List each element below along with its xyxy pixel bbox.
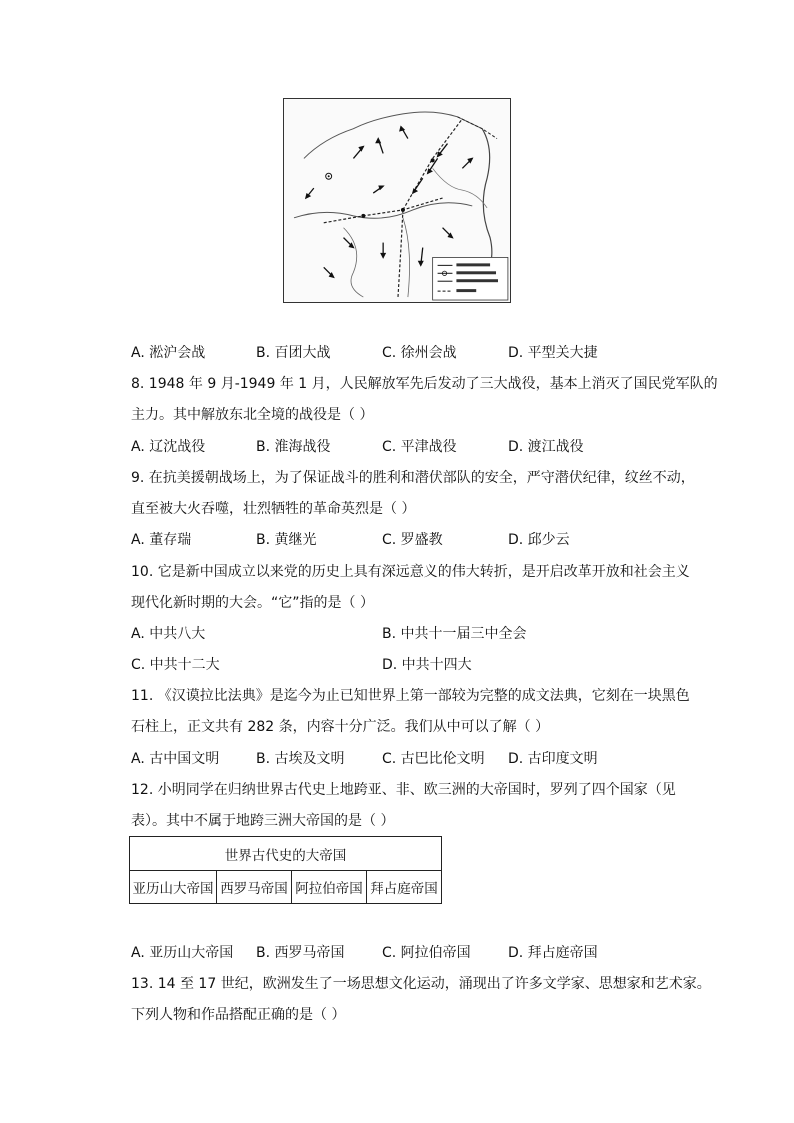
table-header-row <box>130 837 442 871</box>
q13-stem-line1: 13. 14 至 17 世纪，欧洲发生了一场思想文化运动，涌现出了许多文学家、思想家和艺术家。 <box>131 976 711 992</box>
q12-stem-line1: 12. 小明同学在归纳世界古代史上地跨亚、非、欧三洲的大帝国时，罗列了四个国家（见 <box>131 782 676 798</box>
q9-stem-line2: 直至被大火吞噬，壮烈牺牲的革命英烈是（ ） <box>131 501 416 517</box>
table-cell: 西罗马帝国 <box>217 871 292 904</box>
q9-stem-line1: 9. 在抗美援朝战场上，为了保证战斗的胜利和潜伏部队的安全，严守潜伏纪律，纹丝不动， <box>131 470 695 486</box>
q12-option-d[interactable]: D. 拜占庭帝国 <box>508 945 598 961</box>
table-row <box>130 871 442 904</box>
q13-stem-line2: 下列人物和作品搭配正确的是（ ） <box>131 1007 346 1023</box>
q10-option-d[interactable]: D. 中共十四大 <box>382 657 472 673</box>
q7-option-a[interactable]: A. 淞沪会战 <box>131 345 206 361</box>
q9-option-a[interactable]: A. 董存瑞 <box>131 532 192 548</box>
q10-stem-line2: 现代化新时期的大会。“它”指的是（ ） <box>131 595 374 611</box>
battle-map-figure <box>283 98 511 303</box>
q8-stem-line2: 主力。其中解放东北全境的战役是（ ） <box>131 407 374 423</box>
empires-table <box>129 836 442 904</box>
q11-stem-line2: 石柱上，正文共有 282 条，内容十分广泛。我们从中可以了解（ ） <box>131 719 550 735</box>
q12-option-c[interactable]: C. 阿拉伯帝国 <box>382 945 471 961</box>
q7-option-b[interactable]: B. 百团大战 <box>256 345 331 361</box>
battle-map-illustration <box>284 99 510 302</box>
q10-option-c[interactable]: C. 中共十二大 <box>131 657 220 673</box>
table-title-cell: 世界古代史的大帝国 <box>130 837 442 871</box>
q10-stem-line1: 10. 它是新中国成立以来党的历史上具有深远意义的伟大转折，是开启改革开放和社会主义 <box>131 564 690 580</box>
table-cell: 阿拉伯帝国 <box>292 871 367 904</box>
q8-stem-line1: 8. 1948 年 9 月-1949 年 1 月，人民解放军先后发动了三大战役，基本上消灭了国民党军队的 <box>131 376 718 392</box>
q9-option-d[interactable]: D. 邱少云 <box>508 532 570 548</box>
q11-option-c[interactable]: C. 古巴比伦文明 <box>382 751 485 767</box>
q11-option-a[interactable]: A. 古中国文明 <box>131 751 220 767</box>
q9-option-b[interactable]: B. 黄继光 <box>256 532 317 548</box>
q8-option-a[interactable]: A. 辽沈战役 <box>131 439 206 455</box>
q11-option-d[interactable]: D. 古印度文明 <box>508 751 598 767</box>
q12-stem-line2: 表）。其中不属于地跨三洲大帝国的是（ ） <box>131 813 395 829</box>
q10-option-b[interactable]: B. 中共十一届三中全会 <box>382 626 527 642</box>
q12-option-b[interactable]: B. 西罗马帝国 <box>256 945 345 961</box>
q7-option-c[interactable]: C. 徐州会战 <box>382 345 457 361</box>
q10-option-a[interactable]: A. 中共八大 <box>131 626 206 642</box>
q8-option-d[interactable]: D. 渡江战役 <box>508 439 584 455</box>
q9-option-c[interactable]: C. 罗盛教 <box>382 532 443 548</box>
q8-option-c[interactable]: C. 平津战役 <box>382 439 457 455</box>
table-cell: 拜占庭帝国 <box>367 871 442 904</box>
table-cell: 亚历山大帝国 <box>130 871 217 904</box>
q8-option-b[interactable]: B. 淮海战役 <box>256 439 331 455</box>
q7-option-d[interactable]: D. 平型关大捷 <box>508 345 598 361</box>
q11-stem-line1: 11. 《汉谟拉比法典》是迄今为止已知世界上第一部较为完整的成文法典，它刻在一块黑色 <box>131 688 690 704</box>
q11-option-b[interactable]: B. 古埃及文明 <box>256 751 345 767</box>
q12-option-a[interactable]: A. 亚历山大帝国 <box>131 945 234 961</box>
